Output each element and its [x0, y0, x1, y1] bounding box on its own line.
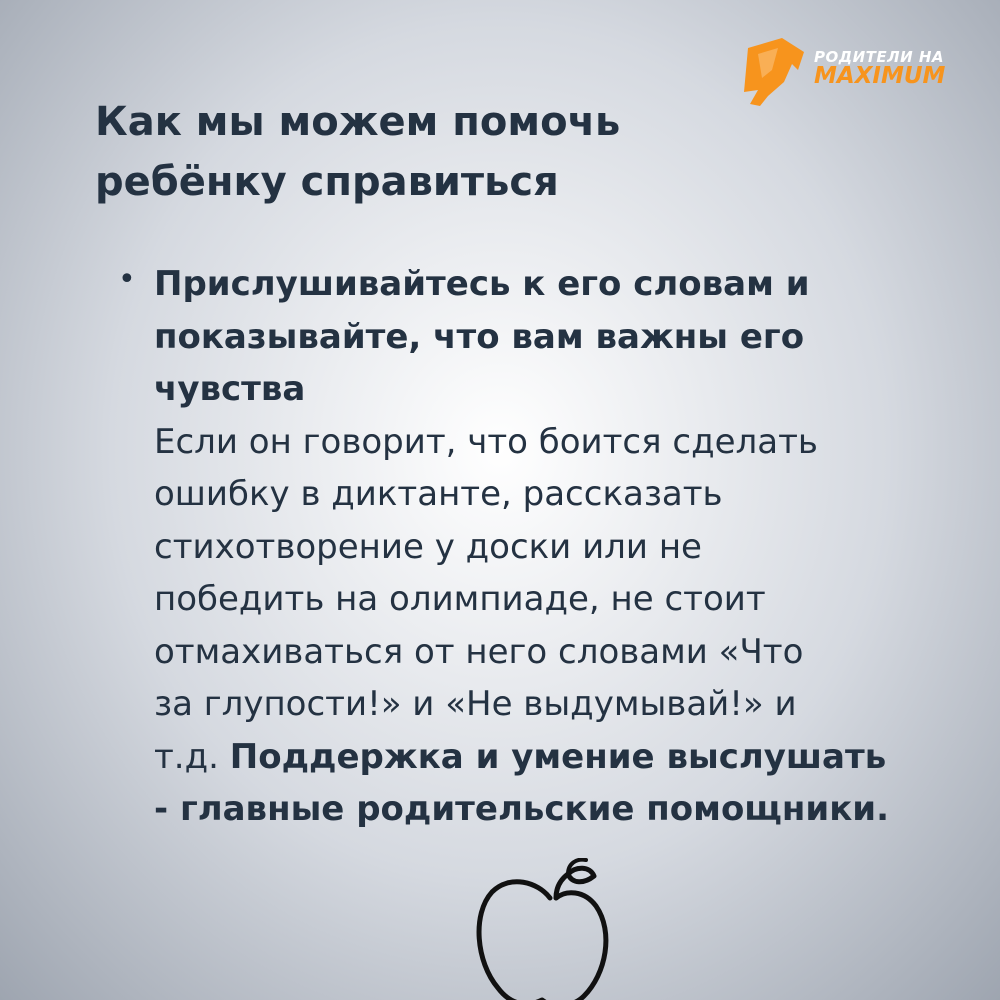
bullet-body-line: ошибку в диктанте, рассказать [154, 474, 723, 514]
bullet-body-line: Если он говорит, что боится сделать [154, 421, 818, 462]
bullet-body-line: победить на олимпиаде, не стоит [154, 579, 766, 619]
title-line: ребёнку справиться [95, 159, 559, 205]
bullet-marker: • [118, 262, 136, 297]
bullet-emphasis: Поддержка и умение выслушать [229, 736, 887, 777]
bullet-content [154, 258, 954, 836]
title-line: Как мы можем помочь [95, 99, 621, 145]
bullet-body-line: за глупости!» и «Не выдумывай!» и [154, 684, 797, 724]
bullet-closing-line: - главные родительские помощники. [154, 789, 890, 829]
logo-top-text: РОДИТЕЛИ НА [814, 48, 945, 66]
apple-icon [468, 858, 638, 1000]
bullet-heading-line: показывайте, что вам важны его [154, 316, 805, 357]
bullet-body-tail: т.д. [154, 736, 230, 777]
bullet-heading-line: чувства [154, 369, 306, 409]
page-title [95, 92, 795, 212]
bullet-body-line: отмахиваться от него словами «Что [154, 631, 804, 672]
logo-bottom-text: MAXIMUM [814, 63, 946, 89]
bullet-body-line: стихотворение у доски или не [154, 526, 702, 567]
bullet-mixed-line [154, 731, 954, 784]
bullet-heading-line: Прислушивайтесь к его словам и [154, 264, 810, 304]
